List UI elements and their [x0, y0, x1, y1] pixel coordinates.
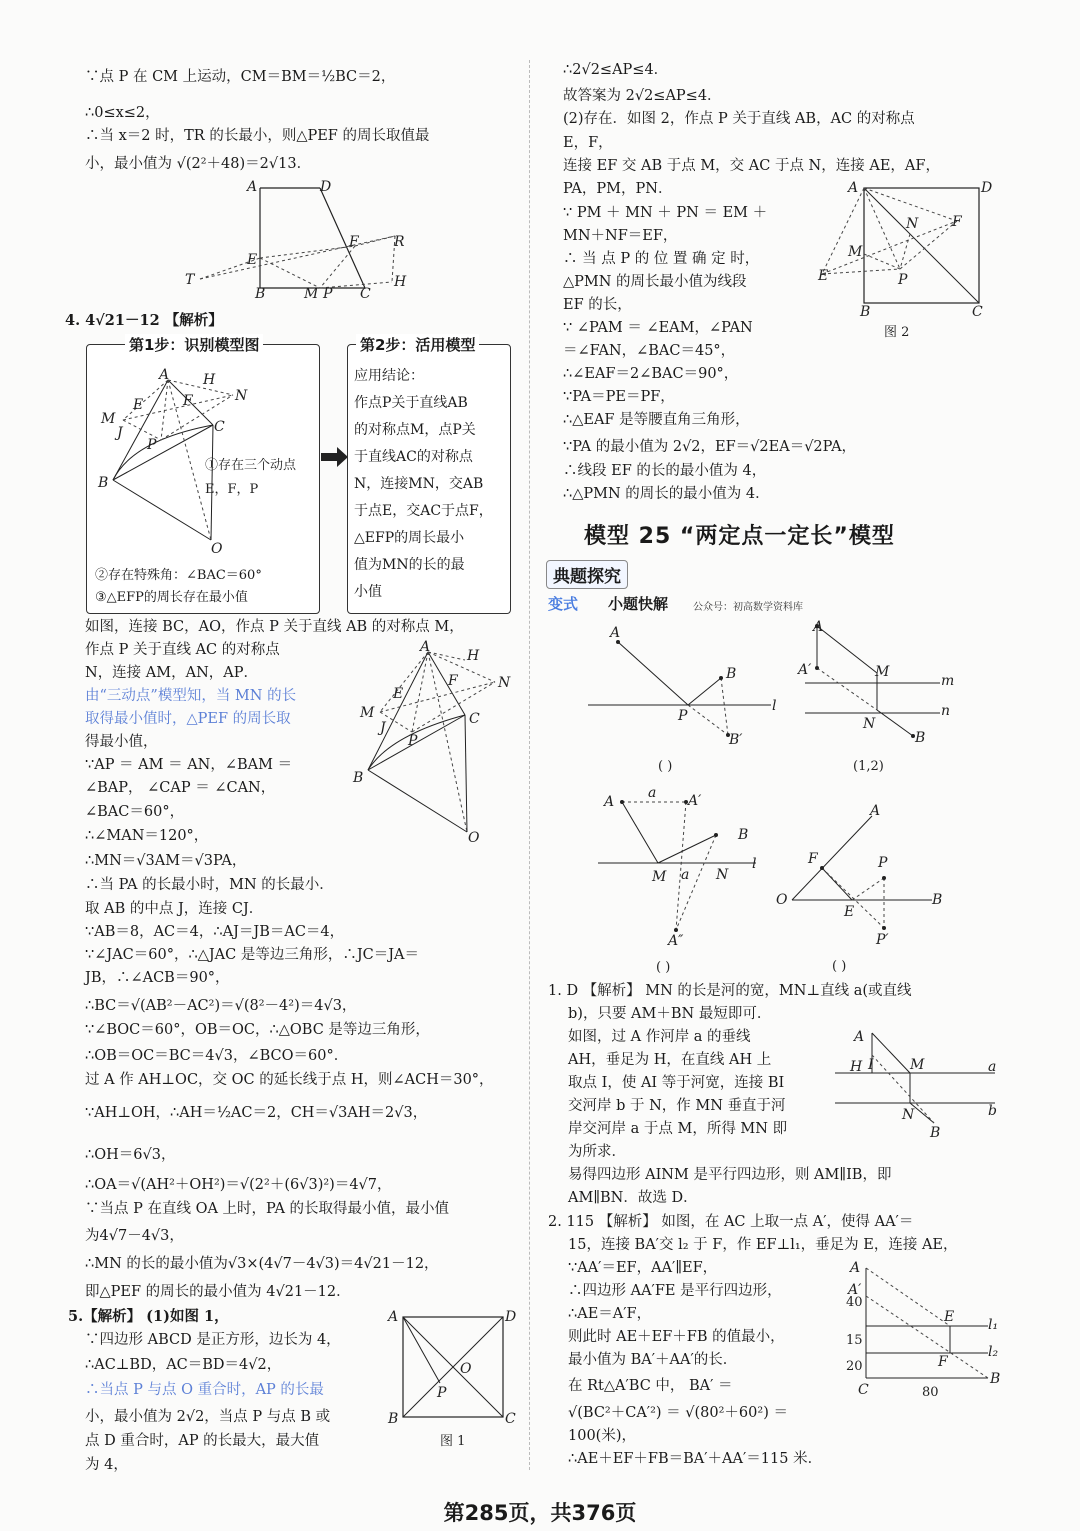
text-line: 岸交河岸 a 于点 M，所得 MN 即 [568, 1121, 788, 1137]
text-line: ∵∠BOC＝60°，OB＝OC，∴△OBC 是等边三角形， [85, 1022, 430, 1038]
svg-text:A: A [870, 803, 881, 819]
text-line: 得最小值， [85, 734, 158, 750]
text-line: 点 D 重合时，AP 的长最大，最大值 [85, 1433, 320, 1449]
svg-text:l₂: l₂ [988, 1344, 999, 1360]
step2-line: 于点E，交AC于点F， [354, 503, 493, 519]
step1-title: 第1步：识别模型图 [125, 334, 263, 355]
text-line: ∴AE＝A′F， [568, 1306, 652, 1322]
tag-quick: 小题快解 [608, 595, 669, 613]
svg-text:n: n [941, 703, 951, 719]
svg-text:A′: A′ [848, 1282, 862, 1298]
svg-text:O: O [776, 892, 788, 908]
square-figure-1 [385, 1305, 520, 1450]
text-line: 如图，过 A 作河岸 a 的垂线 [568, 1029, 751, 1045]
svg-text:P: P [678, 708, 688, 724]
text-line: N，连接 AM，AN，AP． [85, 665, 259, 681]
svg-text:J: J [380, 720, 386, 736]
svg-text:M: M [875, 664, 890, 680]
svg-text:O: O [468, 830, 480, 845]
figure-2-caption: 图 2 [884, 325, 910, 340]
figure-answer: (1,2) [853, 759, 884, 774]
step2-line: 于直线AC的对称点 [354, 449, 473, 465]
svg-text:B: B [388, 1411, 399, 1427]
svg-text:M: M [360, 705, 375, 721]
step2-title: 第2步：活用模型 [356, 334, 479, 355]
tag-explore: 典题探究 [546, 560, 628, 589]
svg-text:M: M [652, 869, 667, 885]
svg-text:A: A [604, 794, 615, 810]
text-line: ∴当 PA 的长最小时，MN 的长最小． [85, 877, 334, 893]
arrow-right-icon [321, 445, 349, 473]
text-line: ∴2√2≤AP≤4． [563, 62, 669, 78]
text-line: ∵AB＝8，AC＝4，∴AJ＝JB＝AC＝4， [85, 924, 345, 940]
svg-text:b: b [988, 1103, 997, 1119]
figure-answer: ( ) [656, 960, 671, 975]
svg-text:A″: A″ [668, 933, 684, 949]
step2-line: N，连接MN，交AB [354, 476, 484, 492]
svg-text:O: O [460, 1361, 472, 1377]
svg-text:F: F [952, 214, 962, 230]
text-line: E，F， [563, 135, 613, 151]
figure-answer: ( ) [832, 959, 847, 974]
svg-text:E: E [393, 686, 404, 702]
model-title: 模型 25 “两定点一定长”模型 [584, 524, 895, 549]
svg-text:A: A [388, 1309, 399, 1325]
svg-text:F: F [808, 851, 818, 867]
text-line: ∠BAP， ∠CAP ＝ ∠CAN， [85, 780, 276, 796]
main-triangle-figure [350, 640, 525, 845]
tag-variant: 变式 [548, 595, 579, 613]
step1-note: ③△EFP的周长存在最小值 [95, 590, 248, 605]
svg-text:A′: A′ [688, 793, 702, 809]
svg-text:C: C [858, 1382, 869, 1398]
text-line: ∵四边形 ABCD 是正方形，边长为 4， [85, 1332, 341, 1348]
step2-line: 的对称点M，点P关 [354, 422, 476, 438]
svg-text:H: H [203, 372, 216, 388]
svg-text:H: H [394, 274, 407, 290]
text-line: 取 AB 的中点 J，连接 CJ． [85, 901, 264, 917]
text-line: 作点 P 关于直线 AC 的对称点 [85, 642, 280, 658]
svg-text:M: M [910, 1057, 925, 1073]
text-line: ∴MN＝√3AM＝√3PA， [85, 853, 247, 869]
step1-figure [93, 365, 313, 555]
text-line: ∵PA＝PE＝PF， [563, 389, 675, 405]
page-footer: 第285页，共376页 [443, 1501, 637, 1525]
svg-text:40: 40 [846, 1295, 863, 1310]
text-line: 即△PEF 的周长的最小值为 4√21－12． [85, 1284, 351, 1300]
svg-text:P: P [437, 1385, 447, 1401]
svg-text:B: B [353, 770, 364, 786]
text-line: 取点 I，使 AI 等于河宽，连接 BI [568, 1075, 785, 1091]
text-line: ∵ ∠PAM ＝ ∠EAM，∠PAN [563, 320, 753, 336]
svg-text:C: C [972, 304, 983, 320]
svg-text:N: N [906, 216, 919, 232]
svg-text:B: B [860, 304, 871, 320]
svg-text:A: A [854, 1029, 865, 1045]
svg-text:l₁: l₁ [988, 1317, 999, 1333]
svg-text:a: a [988, 1059, 997, 1075]
svg-text:D: D [320, 179, 332, 195]
svg-text:m: m [941, 673, 955, 689]
text-line: MN＋NF＝EF， [563, 228, 678, 244]
svg-text:N: N [498, 675, 511, 691]
text-line: ∴OA＝√(AH²＋OH²)＝√(2²＋(6√3)²)＝4√7， [85, 1177, 392, 1193]
text-line: 易得四边形 AINM 是平行四边形，则 AM∥IB，即 [568, 1167, 892, 1183]
svg-text:A: A [159, 367, 170, 383]
svg-text:H: H [467, 648, 480, 664]
svg-text:N: N [235, 388, 248, 404]
svg-text:E: E [818, 268, 829, 284]
svg-text:80: 80 [922, 1385, 939, 1400]
text-line: 连接 EF 交 AB 于点 M，交 AC 于点 N，连接 AE，AF， [563, 158, 940, 174]
text-line: 则此时 AE＋EF＋FB 的值最小， [568, 1329, 785, 1345]
text-line: ∴AE＋EF＋FB＝BA′＋AA′＝115 米． [568, 1451, 823, 1467]
svg-text:B: B [932, 892, 943, 908]
trapezoid-figure [180, 176, 420, 301]
text-line: PA，PM，PN． [563, 181, 673, 197]
svg-text:A: A [420, 640, 431, 655]
text-line: AM∥BN．故选 D． [568, 1190, 698, 1206]
text-line: ∴AC⊥BD，AC＝BD＝4√2， [85, 1357, 282, 1373]
text-line: ∵ PM ＋ MN ＋ PN ＝ EM ＋ [563, 205, 768, 221]
text-line: 小，最小值为 2√2，当点 P 与点 B 或 [85, 1409, 331, 1425]
text-line: ∵∠JAC＝60°，∴△JAC 是等边三角形，∴JC＝JA＝ [85, 947, 420, 963]
text-line: ∵PA 的最小值为 2√2，EF＝√2EA＝√2PA， [563, 439, 857, 455]
text-line: ∴OB＝OC＝BC＝4√3，∠BCO＝60°． [85, 1048, 349, 1064]
text-line: ＝∠FAN，∠BAC＝45°， [563, 343, 736, 359]
highlight-line: 由“三动点”模型知，当 MN 的长 [85, 688, 297, 704]
text-line: ∵AA′＝EF，AA′∥EF， [568, 1260, 718, 1276]
text-line: 在 Rt△A′BC 中， BA′ ＝ [568, 1378, 733, 1394]
text-line: 为所求． [568, 1144, 626, 1160]
text-line: ∠BAC＝60°， [85, 804, 185, 820]
svg-text:B: B [930, 1125, 941, 1141]
question-4-header: 4. 4√21－12 【解析】 [65, 312, 223, 329]
variant-figure-1 [586, 620, 786, 775]
text-line: 交河岸 b 于 N，作 MN 垂直于河 [568, 1098, 786, 1114]
text-line: ∴∠MAN＝120°， [85, 828, 209, 844]
figure-1-caption: 图 1 [440, 1434, 466, 1449]
column-divider [529, 60, 530, 1470]
svg-text:E: E [944, 1309, 955, 1325]
variant-figure-2 [795, 618, 975, 778]
step2-line: 作点P关于直线AB [354, 395, 468, 411]
svg-text:a: a [648, 785, 657, 801]
svg-text:R: R [394, 234, 405, 250]
text-line: ∴当 x＝2 时，TR 的长最小，则△PEF 的周长取值最 [85, 128, 430, 144]
step2-line: 值为MN的长的最 [354, 557, 465, 573]
text-line: ∴0≤x≤2， [85, 105, 160, 121]
text-line: ∵AP ＝ AM ＝ AN，∠BAM ＝ [85, 757, 293, 773]
svg-text:B: B [990, 1371, 1001, 1387]
step2-line: 应用结论： [354, 368, 424, 384]
svg-text:C: C [505, 1411, 516, 1427]
svg-text:B: B [738, 827, 749, 843]
text-line: ∴线段 EF 的长的最小值为 4， [563, 463, 767, 479]
river-figure [830, 1025, 1000, 1143]
text-line: 15，连接 BA′交 l₂ 于 F，作 EF⊥l₁，垂足为 E，连接 AE， [568, 1237, 958, 1253]
variant-figure-4 [772, 800, 962, 975]
text-line: 如图，连接 BC，AO，作点 P 关于直线 AB 的对称点 M， [85, 619, 464, 635]
text-line: ∵当点 P 在直线 OA 上时，PA 的长取得最小值，最小值 [85, 1201, 450, 1217]
svg-text:20: 20 [846, 1359, 863, 1374]
watermark-text: 公众号：初高数学资料库 [693, 602, 803, 613]
text-line: JB，∴∠ACB＝90°， [85, 970, 230, 986]
text-line: ∵AH⊥OH，∴AH＝½AC＝2，CH＝√3AH＝2√3， [85, 1105, 428, 1121]
svg-text:H: H [850, 1059, 863, 1075]
step1-note: E，F，P [205, 482, 259, 497]
road-figure [838, 1258, 1003, 1403]
svg-text:F: F [938, 1354, 948, 1370]
svg-text:a: a [681, 867, 690, 883]
text-line: √(BC²＋CA′²) ＝ √(80²＋60²) ＝ [568, 1405, 788, 1421]
question-2-header: 2. 115 【解析】 如图，在 AC 上取一点 A′，使得 AA′＝ [548, 1214, 914, 1230]
svg-text:F: F [183, 393, 193, 409]
text-line: ∴BC＝√(AB²－AC²)＝√(8²－4²)＝4√3， [85, 998, 357, 1014]
text-line: ∴MN 的长的最小值为√3×(4√7－4√3)＝4√21－12， [85, 1256, 439, 1272]
svg-text:A: A [247, 179, 258, 195]
text-line: 为 4， [85, 1457, 128, 1473]
svg-text:T: T [185, 272, 195, 288]
svg-text:l: l [752, 856, 757, 872]
svg-text:P: P [408, 733, 418, 749]
text-line: ∴ 当 点 P 的 位 置 确 定 时， [563, 251, 760, 267]
svg-text:P: P [878, 855, 888, 871]
svg-text:A: A [813, 619, 824, 635]
text-line: (2)存在．如图 2，作点 P 关于直线 AB，AC 的对称点 [563, 111, 915, 127]
svg-text:B: B [255, 286, 266, 301]
svg-text:D: D [981, 180, 993, 196]
svg-text:B: B [98, 475, 109, 491]
text-line: 过 A 作 AH⊥OC，交 OC 的延长线于点 H，则∠ACH＝30°， [85, 1072, 494, 1088]
text-line: 为4√7－4√3， [85, 1228, 184, 1244]
svg-text:B: B [726, 666, 737, 682]
svg-text:E: E [133, 397, 144, 413]
svg-text:P: P [147, 437, 157, 453]
svg-text:C: C [360, 286, 371, 301]
text-line: ∴四边形 AA′FE 是平行四边形， [568, 1283, 782, 1299]
svg-text:15: 15 [846, 1333, 863, 1348]
text-line: ∴△PMN 的周长的最小值为 4． [563, 486, 770, 502]
svg-text:F: F [349, 234, 359, 250]
svg-text:A: A [610, 625, 621, 641]
step2-line: △EFP的周长最小 [354, 530, 465, 546]
step2-line: 小值 [354, 584, 382, 600]
step2-box [347, 336, 511, 614]
svg-text:A: A [848, 180, 859, 196]
svg-text:C: C [214, 419, 225, 435]
text-line: ∴△EAF 是等腰直角三角形， [563, 412, 750, 428]
question-5-header: 5.【解析】 (1)如图 1， [68, 1308, 229, 1325]
svg-text:l: l [772, 698, 777, 714]
square-figure-2 [812, 176, 1002, 341]
svg-text:P′: P′ [876, 932, 889, 948]
svg-text:N: N [716, 867, 729, 883]
text-line: 小，最小值为 √(2²＋48)＝2√13． [85, 156, 312, 172]
svg-text:I: I [868, 1057, 874, 1073]
svg-text:N: N [902, 1107, 915, 1123]
text-line: b)，只要 AM＋BN 最短即可． [568, 1006, 772, 1022]
text-line: △PMN 的周长最小值为线段 [563, 274, 747, 290]
svg-text:J: J [117, 425, 123, 441]
svg-text:A: A [850, 1260, 861, 1276]
text-line: ∵点 P 在 CM 上运动，CM＝BM＝½BC＝2， [85, 69, 396, 85]
highlight-line: ∴当点 P 与点 O 重合时，AP 的长最 [85, 1382, 324, 1398]
svg-text:P: P [898, 272, 908, 288]
text-line: EF 的长， [563, 297, 632, 313]
svg-text:M: M [101, 411, 116, 427]
svg-text:M: M [848, 244, 863, 260]
svg-text:P: P [323, 286, 333, 301]
svg-text:F: F [448, 673, 458, 689]
text-line: ∴OH＝6√3， [85, 1147, 176, 1163]
step1-note: ①存在三个动点 [205, 458, 297, 473]
figure-answer: ( ) [658, 759, 673, 774]
svg-text:C: C [469, 711, 480, 727]
variant-figure-3 [596, 785, 776, 975]
svg-text:E: E [844, 904, 855, 920]
step1-note: ②存在特殊角：∠BAC＝60° [95, 568, 262, 583]
svg-text:D: D [505, 1309, 517, 1325]
svg-text:O: O [211, 541, 223, 555]
svg-text:M: M [304, 286, 319, 301]
svg-text:E: E [247, 252, 258, 268]
text-line: 最小值为 BA′＋AA′的长． [568, 1352, 738, 1368]
svg-text:B: B [915, 730, 926, 746]
text-line: AH，垂足为 H，在直线 AH 上 [568, 1052, 772, 1068]
text-line: 100(米)， [568, 1428, 636, 1444]
question-1-header: 1. D 【解析】 MN 的长是河的宽，MN⊥直线 a(或直线 [548, 983, 912, 999]
svg-text:A′: A′ [798, 662, 812, 678]
svg-text:N: N [863, 716, 876, 732]
step1-box [86, 336, 320, 614]
svg-text:B′: B′ [729, 732, 743, 748]
text-line: ∴∠EAF＝2∠BAC＝90°， [563, 366, 739, 382]
text-line: 故答案为 2√2≤AP≤4． [563, 88, 722, 104]
highlight-line: 取得最小值时，△PEF 的周长取 [85, 711, 291, 727]
